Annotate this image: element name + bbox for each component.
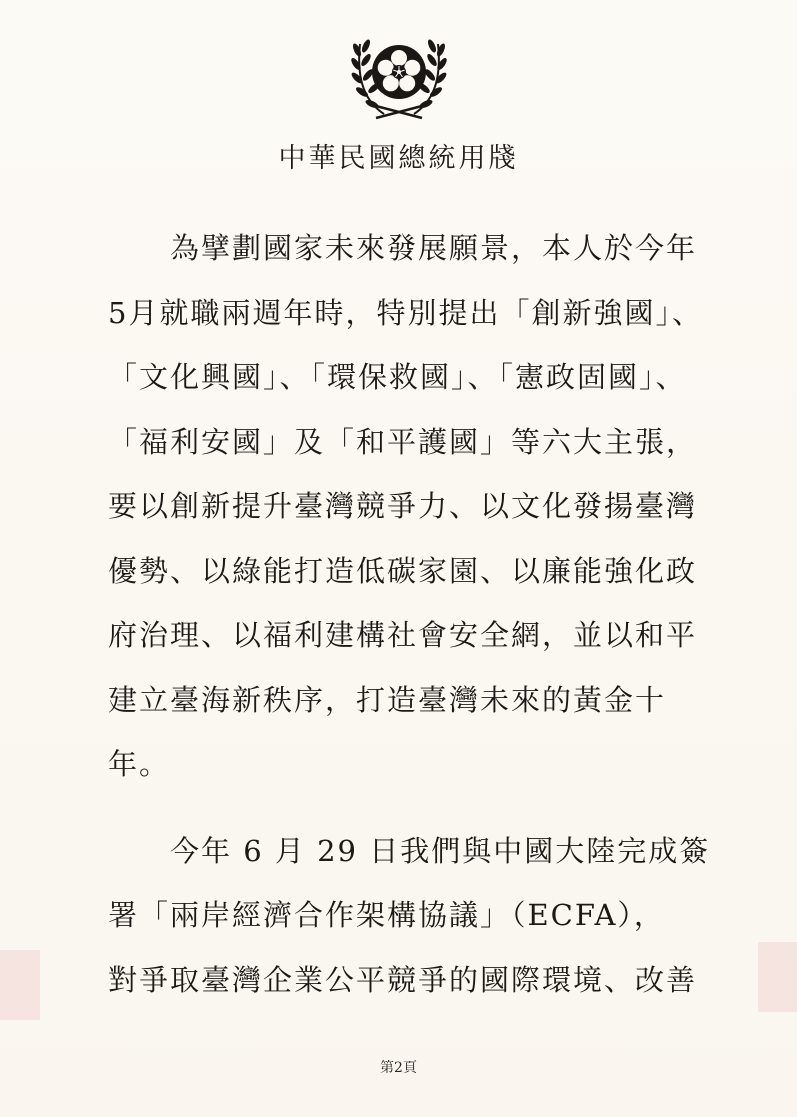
- text-line: 為擘劃國家未來發展願景，本人於今年: [108, 231, 698, 265]
- seal-mark-right: [758, 942, 797, 1012]
- text-line: 優勢、以綠能打造低碳家園、以廉能強化政: [108, 553, 698, 588]
- paragraph: [108, 825, 718, 1019]
- letter-body: [108, 222, 718, 1018]
- text-line: 建立臺海新秩序，打造臺灣未來的黃金十: [108, 682, 667, 717]
- letterhead-title: 中華民國總統用牋: [278, 143, 519, 174]
- text-line: 年。: [108, 747, 171, 781]
- text-line: 5月就職兩週年時，特別提出「創新強國」、: [108, 295, 703, 330]
- plum-blossom-emblem-icon: [344, 22, 454, 122]
- text-line: 對爭取臺灣企業公平競爭的國際環境、改善: [108, 962, 698, 997]
- text-line: 「文化興國」、「環保救國」、「憲政固國」、: [108, 360, 687, 394]
- text-line: 要以創新提升臺灣競爭力、以文化發揚臺灣: [108, 489, 698, 523]
- text-line: 「福利安國」及「和平護國」等六大主張，: [108, 424, 698, 459]
- text-line: 署「兩岸經濟合作架構協議」（ECFA），: [108, 898, 665, 932]
- page-number: 第2頁: [380, 1060, 417, 1076]
- paragraph: [108, 222, 718, 803]
- paragraph-gap: [108, 803, 718, 825]
- text-line: 府治理、以福利建構社會安全網，並以和平: [108, 618, 698, 652]
- text-line: 今年 6 月 29 日我們與中國大陸完成簽: [108, 833, 711, 868]
- seal-mark-left: [0, 950, 40, 1020]
